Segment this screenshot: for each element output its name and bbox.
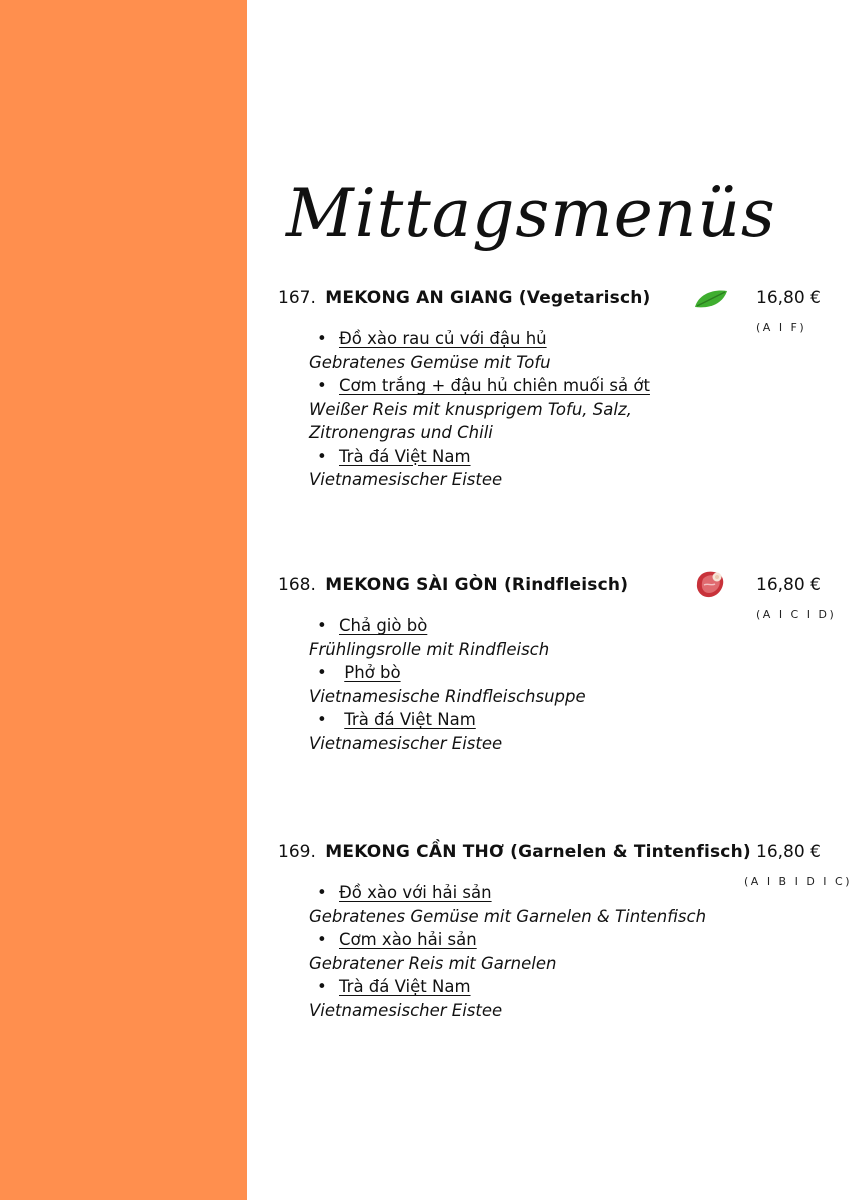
meat-icon (694, 568, 728, 606)
menu-price: 16,80 € (756, 842, 821, 862)
page-title (282, 170, 782, 265)
menu-number: 167. (278, 288, 316, 308)
menu-items (309, 614, 779, 755)
dish-vietnamese: • Chả giò bò (317, 616, 428, 635)
leaf-icon (693, 287, 729, 315)
dish-vietnamese: • Trà đá Việt Nam (317, 977, 471, 996)
dish-german: Zitronengras und Chili (309, 423, 493, 442)
menu-name: MEKONG CẦN THƠ (Garnelen & Tintenfisch) (325, 842, 751, 862)
dish-vietnamese: • Phở bò (317, 663, 401, 682)
menu-items (309, 881, 779, 1022)
dish-german: Frühlingsrolle mit Rindfleisch (309, 639, 550, 659)
allergen-codes: (A I B I D I C) (744, 875, 853, 888)
page-title-text: Mittagsmenüs (286, 175, 776, 252)
menu-heading (278, 574, 628, 596)
menu-name: MEKONG SÀI GÒN (Rindfleisch) (325, 575, 629, 595)
side-band (0, 0, 247, 1200)
dish-vietnamese: • Đồ xào rau củ với đậu hủ (317, 329, 547, 348)
allergen-codes: (A I F) (756, 321, 807, 334)
menu-number: 169. (278, 842, 316, 862)
menu-heading (278, 841, 751, 863)
allergen-codes: (A I C I D) (756, 608, 837, 621)
dish-vietnamese: • Cơm trắng + đậu hủ chiên muối sả ớt (317, 376, 650, 395)
menu-price: 16,80 € (756, 575, 821, 595)
menu-items (309, 327, 779, 492)
menu-name: MEKONG AN GIANG (Vegetarisch) (325, 288, 651, 308)
dish-german: Gebratenes Gemüse mit Tofu (309, 352, 551, 372)
dish-vietnamese: • Trà đá Việt Nam (317, 710, 476, 729)
menu-heading (278, 287, 651, 309)
dish-vietnamese: • Trà đá Việt Nam (317, 446, 471, 466)
dish-german: Vietnamesischer Eistee (309, 470, 503, 489)
dish-german: Weißer Reis mit knusprigem Tofu, Salz, (309, 399, 632, 419)
dish-german: Gebratenes Gemüse mit Garnelen & Tintenfisch (309, 906, 707, 926)
dish-vietnamese: • Cơm xào hải sản (317, 930, 477, 949)
menu-price: 16,80 € (756, 288, 821, 308)
dish-german: Vietnamesischer Eistee (309, 1000, 503, 1020)
dish-german: Vietnamesische Rindfleischsuppe (309, 686, 586, 706)
dish-vietnamese: • Đồ xào với hải sản (317, 883, 492, 902)
dish-german: Vietnamesischer Eistee (309, 733, 503, 753)
menu-number: 168. (278, 575, 316, 595)
dish-german: Gebratener Reis mit Garnelen (309, 953, 557, 973)
